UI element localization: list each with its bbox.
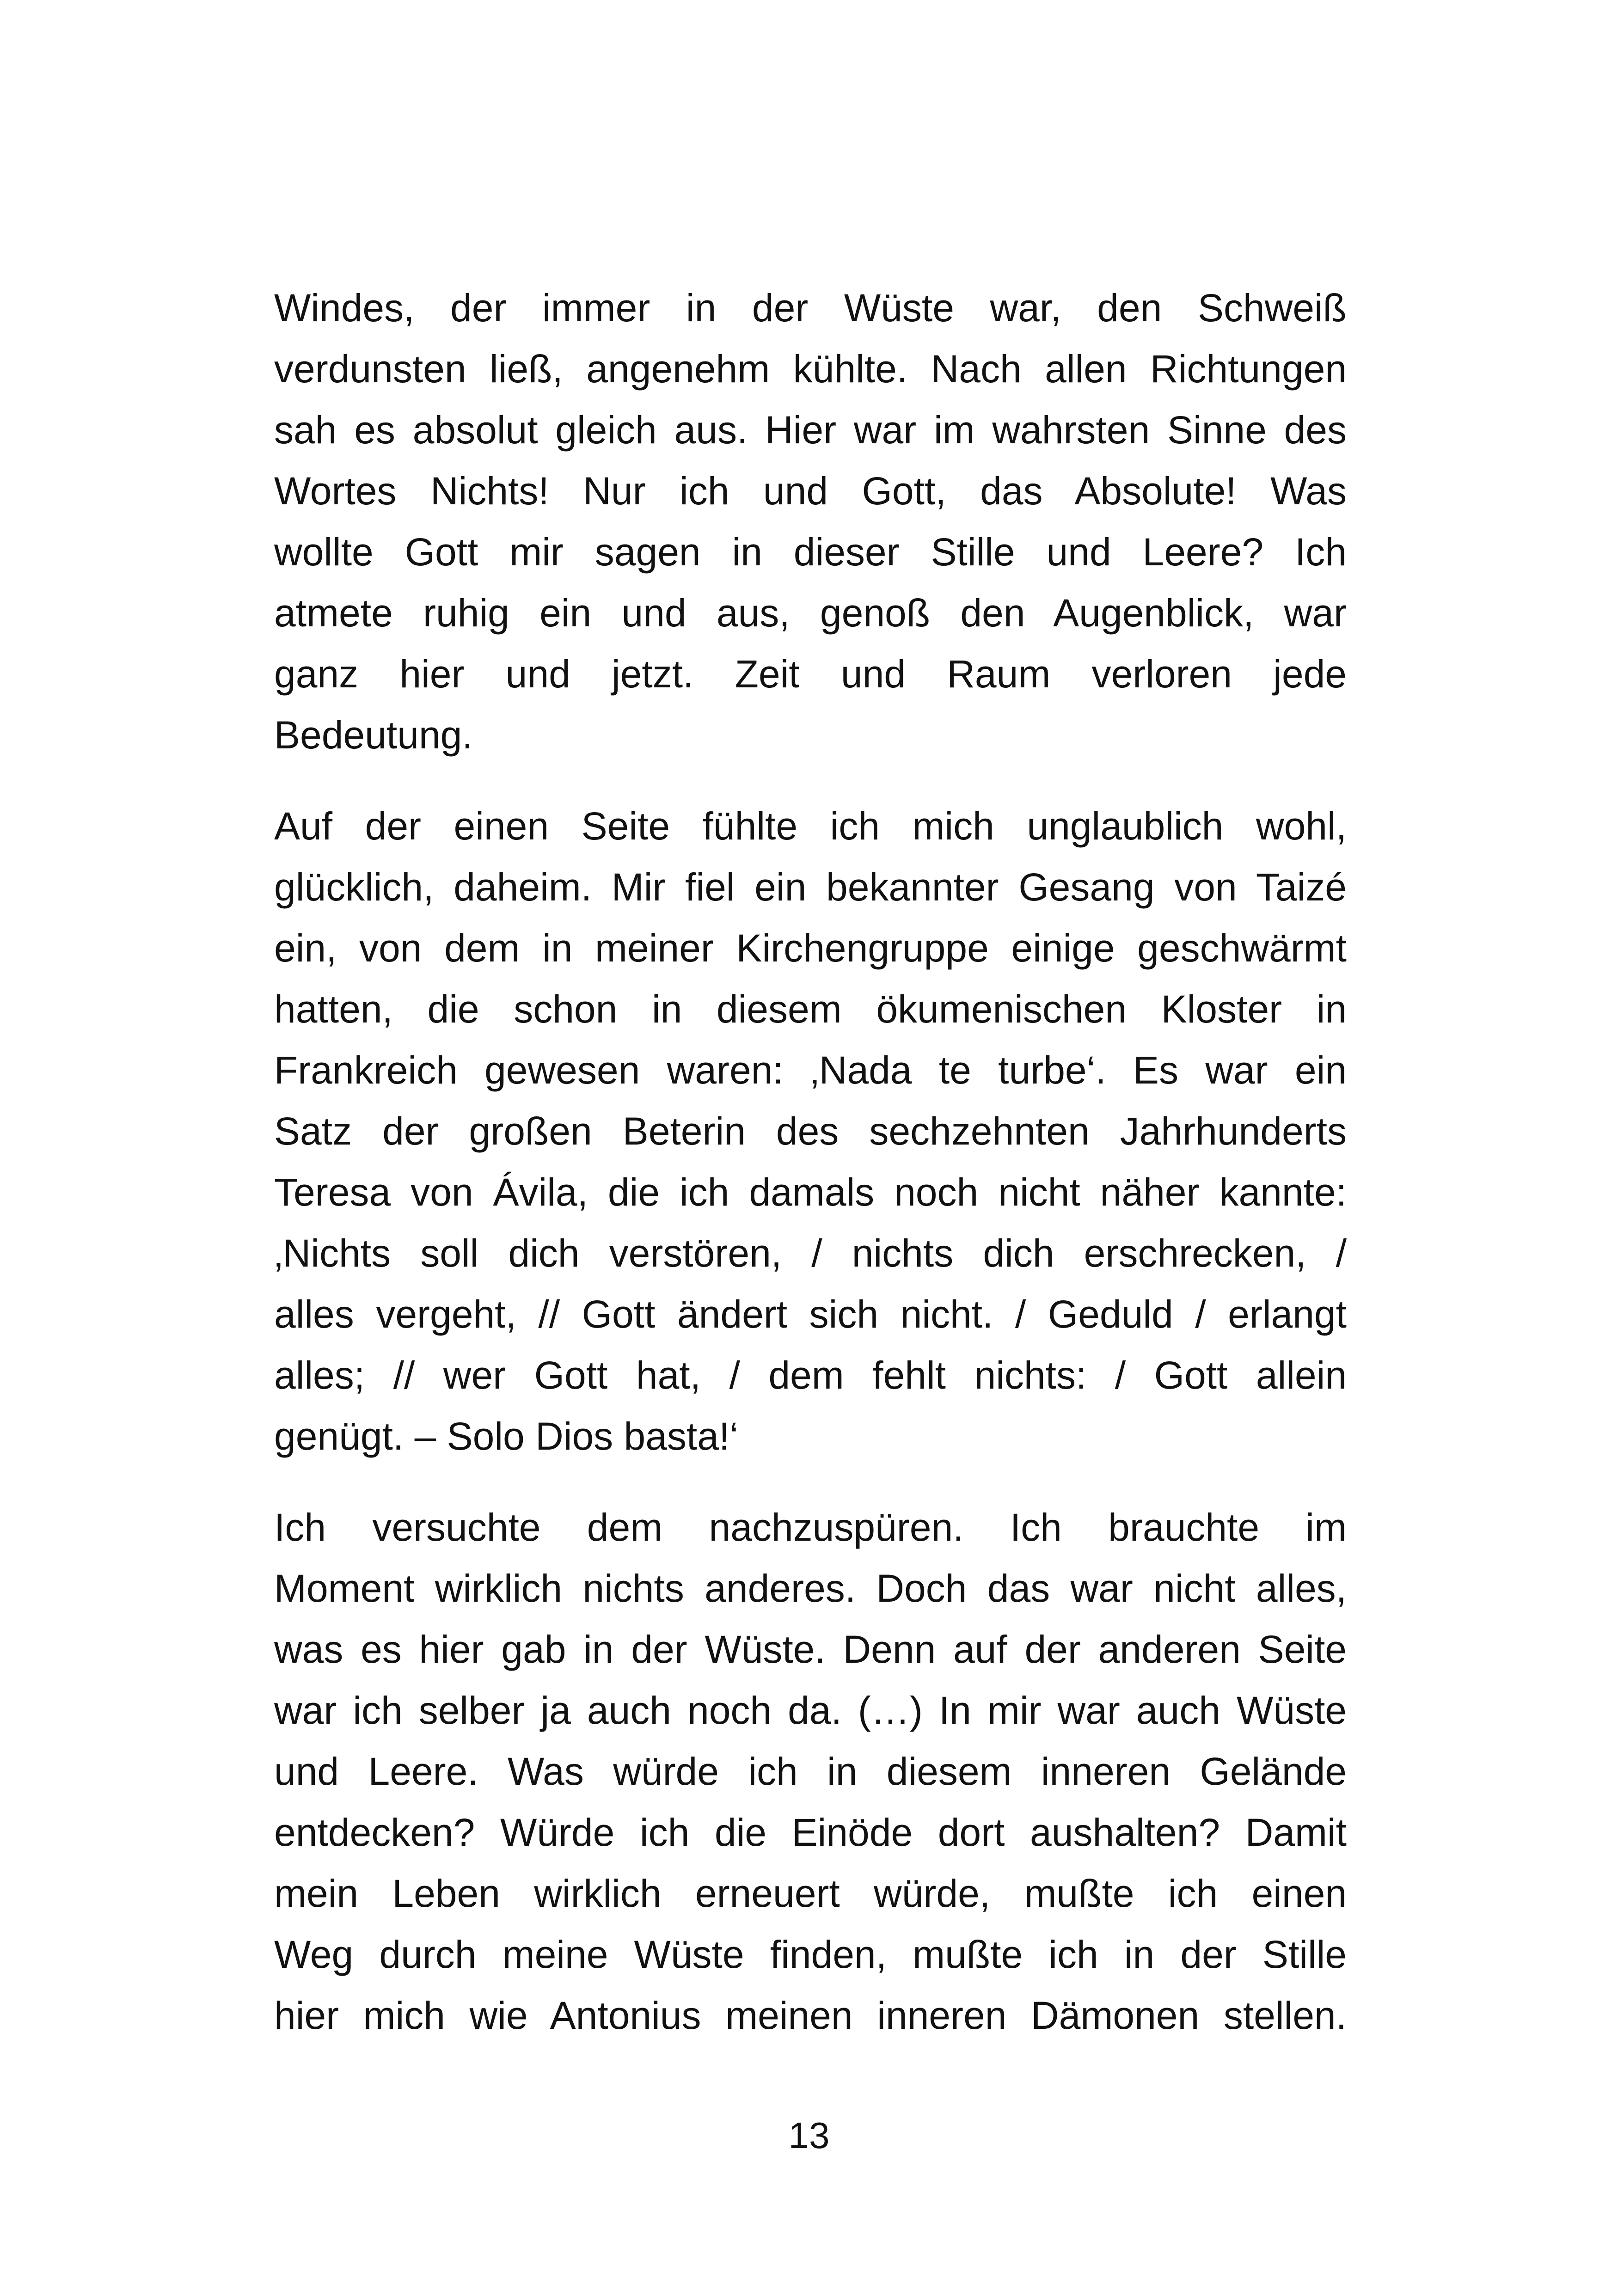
- text-line: atmete ruhig ein und aus, genoß den Augenblick, war: [274, 591, 1347, 635]
- text-line: alles vergeht, // Gott ändert sich nicht. / Geduld / erlangt: [274, 1292, 1347, 1336]
- text-line: Teresa von Ávila, die ich damals noch nicht näher kannte:: [274, 1170, 1347, 1214]
- paragraph-2: [274, 796, 1347, 1467]
- text-line: Wortes Nichts! Nur ich und Gott, das Absolute! Was: [274, 469, 1347, 513]
- text-line: sah es absolut gleich aus. Hier war im wahrsten Sinne des: [274, 408, 1347, 452]
- text-line: verdunsten ließ, angenehm kühlte. Nach allen Richtungen: [274, 347, 1347, 391]
- text-line: mein Leben wirklich erneuert würde, mußte ich einen: [274, 1872, 1347, 1915]
- text-line: hatten, die schon in diesem ökumenischen Kloster in: [274, 987, 1347, 1031]
- text-line: ganz hier und jetzt. Zeit und Raum verloren jede: [274, 652, 1347, 696]
- text-line: und Leere. Was würde ich in diesem inneren Gelände: [274, 1750, 1347, 1793]
- text-line: Ich versuchte dem nachzuspüren. Ich brauchte im: [274, 1506, 1347, 1549]
- text-line: entdecken? Würde ich die Einöde dort aushalten? Damit: [274, 1811, 1347, 1854]
- text-line: alles; // wer Gott hat, / dem fehlt nichts: / Gott allein: [274, 1353, 1347, 1397]
- text-line: Weg durch meine Wüste finden, mußte ich in der Stille: [274, 1933, 1347, 1976]
- page-number: 13: [788, 2115, 830, 2156]
- text-line: glücklich, daheim. Mir fiel ein bekannter Gesang von Taizé: [274, 865, 1347, 909]
- text-line: hier mich wie Antonius meinen inneren Dämonen stellen.: [274, 1994, 1347, 2037]
- text-line: ‚Nichts soll dich verstören, / nichts dich erschrecken, /: [274, 1231, 1347, 1275]
- text-line: Auf der einen Seite fühlte ich mich unglaublich wohl,: [274, 804, 1347, 848]
- text-line: Frankreich gewesen waren: ‚Nada te turbe‘. Es war ein: [274, 1048, 1347, 1092]
- text-line: Bedeutung.: [274, 713, 473, 757]
- text-line: Moment wirklich nichts anderes. Doch das war nicht alles,: [274, 1567, 1347, 1610]
- text-line: Windes, der immer in der Wüste war, den Schweiß: [274, 286, 1347, 330]
- paragraph-1: [274, 277, 1347, 765]
- text-line: genügt. – Solo Dios basta!‘: [274, 1414, 738, 1458]
- text-line: war ich selber ja auch noch da. (…) In mir war auch Wüste: [274, 1689, 1347, 1732]
- body-text: [274, 277, 1347, 2076]
- text-line: was es hier gab in der Wüste. Denn auf der anderen Seite: [274, 1628, 1347, 1671]
- text-line: Satz der großen Beterin des sechzehnten Jahrhunderts: [274, 1109, 1347, 1153]
- text-line: ein, von dem in meiner Kirchengruppe einige geschwärmt: [274, 926, 1347, 970]
- text-line: wollte Gott mir sagen in dieser Stille und Leere? Ich: [274, 530, 1347, 574]
- paragraph-3: [274, 1497, 1347, 2046]
